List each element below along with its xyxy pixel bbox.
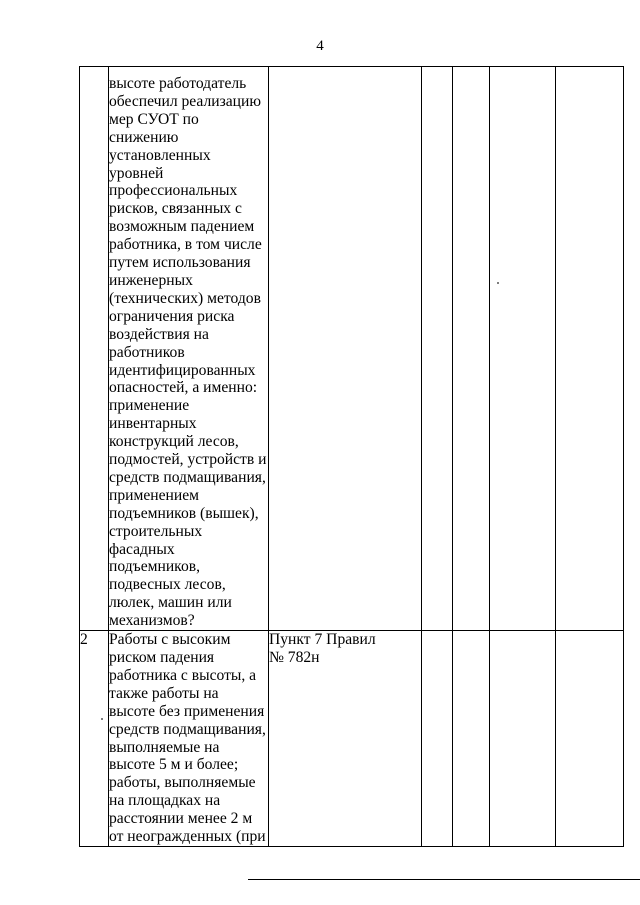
question-cell	[109, 631, 269, 847]
question-line: высоте 5 м и более;	[109, 756, 239, 774]
question-line: инженерных	[109, 271, 193, 289]
question-line: высоте без применения	[109, 702, 265, 720]
reference-line: № 782н	[269, 649, 320, 666]
answer-yes-cell	[422, 631, 453, 847]
question-line: строительных	[109, 522, 203, 540]
question-line: ограничения риска	[109, 307, 235, 325]
comment-cell	[556, 67, 624, 631]
question-line: обеспечил реализацию	[109, 92, 262, 110]
reference-cell	[269, 631, 422, 847]
question-line: работника, в том числе	[109, 236, 262, 254]
question-line: на площадках на	[109, 792, 221, 810]
question-line: подвесных лесов,	[109, 576, 226, 594]
answer-yes-cell	[422, 67, 453, 631]
answer-no-cell	[453, 67, 490, 631]
question-line: рисков, связанных с	[109, 200, 242, 218]
question-line: люлек, машин или	[109, 594, 232, 612]
question-line: Работы с высоким	[109, 631, 231, 649]
question-line: работников	[109, 343, 185, 361]
question-line: возможным падением	[109, 218, 255, 236]
table-row	[80, 631, 624, 847]
scan-speck	[497, 282, 499, 284]
page-number: 4	[316, 38, 324, 54]
question-line: конструкций лесов,	[109, 433, 239, 451]
question-line: работника с высоты, а	[109, 666, 257, 684]
question-line: риском падения	[109, 649, 215, 666]
question-line: уровней	[109, 164, 164, 182]
question-line: применение	[109, 397, 190, 415]
question-line: идентифицированных	[109, 361, 256, 379]
question-line: подмостей, устройств и	[109, 451, 267, 469]
question-line: воздействия на	[109, 325, 209, 343]
row-number-cell: 2	[80, 631, 109, 847]
question-line: также работы на	[109, 684, 219, 702]
question-line: инвентарных	[109, 415, 197, 433]
scan-speck	[101, 718, 103, 720]
question-line: средств подмащивания,	[109, 720, 266, 738]
not-applicable-cell	[490, 631, 556, 847]
question-line: подъемников (вышек),	[109, 504, 259, 522]
question-line: путем использования	[109, 254, 251, 272]
question-line: расстоянии менее 2 м	[109, 810, 253, 828]
question-line: (технических) методов	[109, 289, 261, 307]
question-cell	[109, 67, 269, 631]
question-line: фасадных	[109, 540, 175, 558]
question-line: снижению	[109, 128, 179, 146]
comment-cell	[556, 631, 624, 847]
checklist-table	[79, 66, 624, 847]
bottom-rule	[248, 879, 640, 880]
question-line: профессиональных	[109, 182, 238, 200]
question-line: выполняемые на	[109, 738, 220, 756]
question-line: работы, выполняемые	[109, 774, 256, 792]
question-line: подъемников,	[109, 558, 201, 576]
reference-cell	[269, 67, 422, 631]
row-number-cell	[80, 67, 109, 631]
question-line: средств подмащивания,	[109, 468, 266, 486]
question-line: установленных	[109, 146, 211, 164]
question-line: применением	[109, 486, 200, 504]
question-line: от неогражденных (при	[109, 828, 266, 846]
question-line: высоте работодатель	[109, 75, 247, 92]
reference-line: Пункт 7 Правил	[269, 631, 376, 649]
answer-no-cell	[453, 631, 490, 847]
question-line: опасностей, а именно:	[109, 379, 258, 397]
not-applicable-cell	[490, 67, 556, 631]
table-row	[80, 67, 624, 631]
question-line: мер СУОТ по	[109, 110, 199, 128]
question-line: механизмов?	[109, 612, 195, 630]
